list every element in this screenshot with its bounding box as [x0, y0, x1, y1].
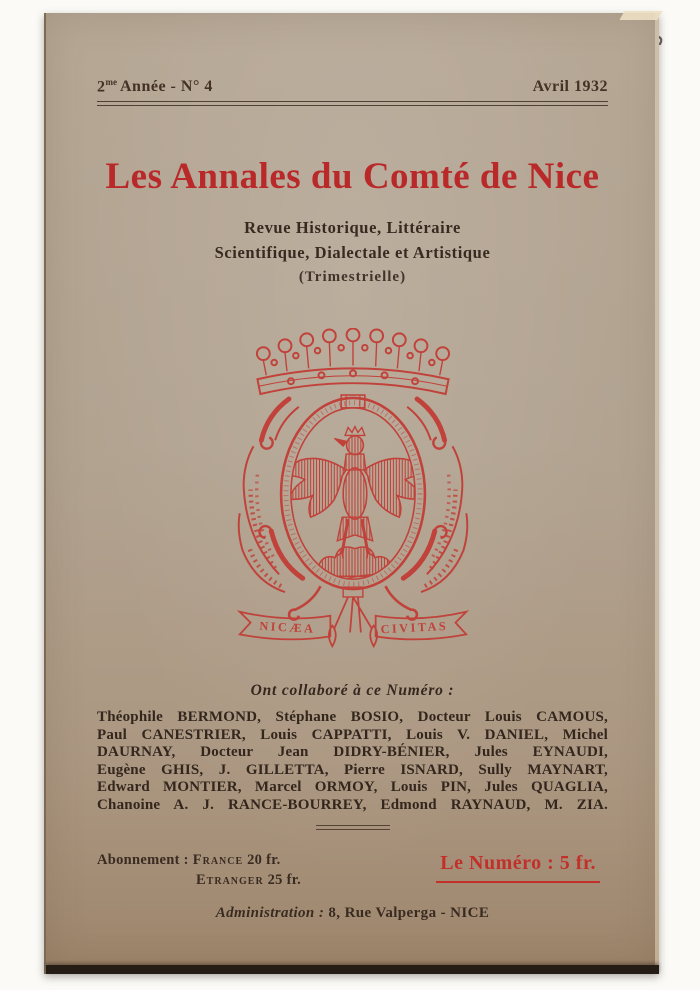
contributors-line: Chanoine A. J. RANCE-BOURREY, Edmond RAYNAUD, M. ZIA. — [97, 796, 608, 813]
subscription-france: Abonnement : France 20 fr. — [97, 852, 281, 869]
issue-date: Avril 1932 — [532, 78, 608, 96]
contributors-line: Théophile BERMOND, Stéphane BOSIO, Docteur Louis CAMOUS, — [97, 709, 608, 726]
cartouche-scrolls — [238, 399, 320, 620]
magazine-cover — [44, 13, 659, 974]
bottom-tassel — [328, 587, 376, 646]
book-bottom-edge — [46, 965, 659, 974]
coat-of-arms-emblem — [97, 328, 608, 668]
section-divider — [316, 825, 390, 830]
contributors-list — [97, 709, 608, 814]
crown-band — [257, 369, 448, 395]
contributors-heading: Ont collaboré à ce Numéro : — [250, 682, 455, 700]
motto-right: CIVITAS — [379, 619, 449, 637]
contributors-line: Edward MONTIER, Marcel ORMOY, Louis PIN, Jules QUAGLIA, — [97, 779, 608, 796]
administration-address: 8, Rue Valperga - NICE — [328, 905, 490, 922]
contributors-line: Paul CANESTRIER, Louis CAPPATTI, Louis V. DANIEL, Michel — [97, 726, 608, 743]
page-title: Les Annales du Comté de Nice — [105, 156, 600, 198]
masthead-rule — [97, 101, 608, 106]
pricing-row — [97, 852, 608, 889]
masthead-row — [97, 77, 608, 96]
subtitle-line2: Scientifique, Dialectale et Artistique — [214, 243, 491, 263]
administration-label: Administration : — [215, 905, 325, 922]
subtitle-line3: (Trimestrielle) — [298, 269, 407, 286]
nice-coat-of-arms-icon — [228, 328, 478, 663]
contributors-line: Eugène GHIS, J. GILLETTA, Pierre ISNARD, Sully MAYNART, — [97, 761, 608, 778]
motto-left: NICÆA — [258, 619, 316, 637]
subscription-etranger: Etranger 25 fr. — [196, 872, 302, 889]
administration-line — [97, 905, 608, 922]
issue-number: $2^{me}$ Année - N° 4 — [97, 77, 213, 96]
subscription-info — [97, 852, 301, 889]
subtitle-line1: Revue Historique, Littéraire — [244, 218, 461, 238]
contributors-line: DAURNAY, Docteur Jean DIDRY-BÉNIER, Jules EYNAUDI, — [97, 744, 608, 761]
issue-price: Le Numéro : 5 fr. — [436, 852, 600, 883]
